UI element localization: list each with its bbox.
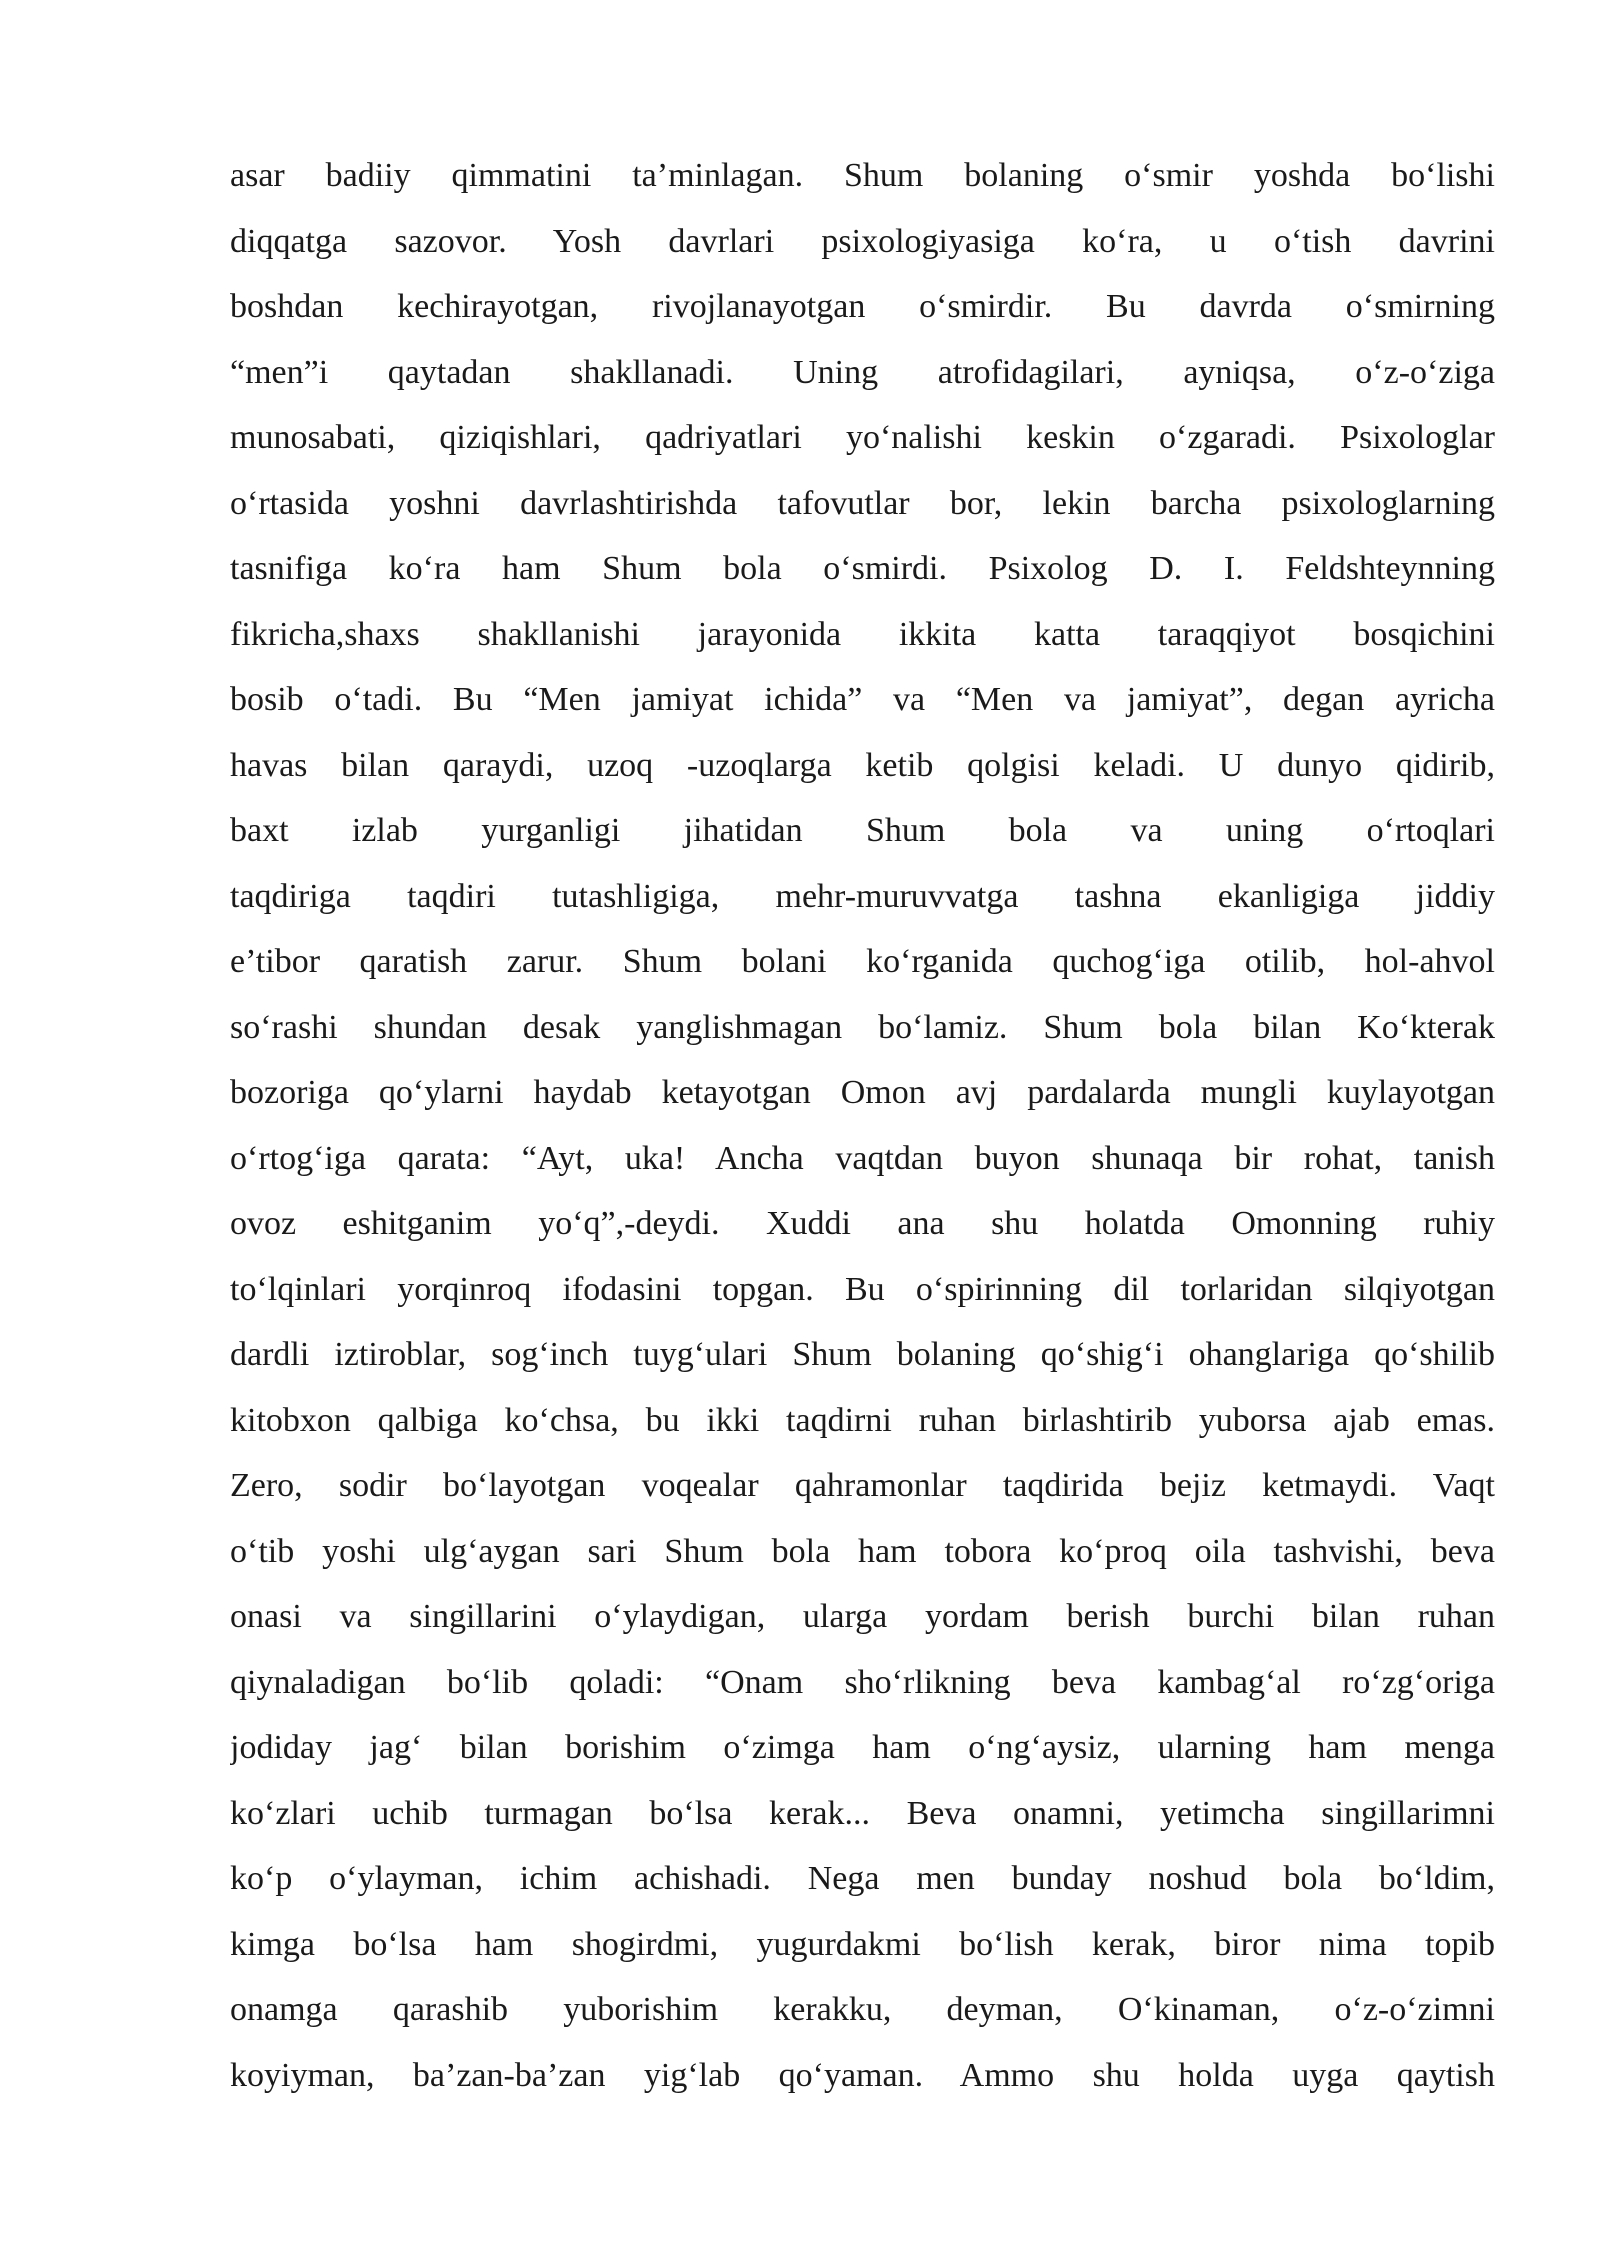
text-line: asar badiiy qimmatini ta’minlagan. Shum bolaning o‘smir yoshda bo‘lishi <box>230 157 1495 194</box>
text-line: to‘lqinlari yorqinroq ifodasini topgan. Bu o‘spirinning dil torlaridan silqiyotgan <box>230 1270 1495 1308</box>
text-line: munosabati, qiziqishlari, qadriyatlari yo‘nalishi keskin o‘zgaradi. Psixologlar <box>230 419 1495 456</box>
text-line: jodiday jag‘ bilan borishim o‘zimga ham o‘ng‘aysiz, ularning ham menga <box>230 1729 1495 1766</box>
text-line: onamga qarashib yuborishim kerakku, deyman, O‘kinaman, o‘z-o‘zimni <box>230 1991 1495 2028</box>
text-line: ko‘zlari uchib turmagan bo‘lsa kerak... Beva onamni, yetimcha singillarimni <box>230 1794 1495 1832</box>
text-line: onasi va singillarini o‘ylaydigan, ularga yordam berish burchi bilan ruhan <box>230 1598 1495 1635</box>
text-line: Zero, sodir bo‘layotgan voqealar qahramonlar taqdirida bejiz ketmaydi. Vaqt <box>230 1467 1495 1504</box>
text-line: tasnifiga ko‘ra ham Shum bola o‘smirdi. Psixolog D. I. Feldshteynning <box>230 550 1495 587</box>
text-line: bozoriga qo‘ylarni haydab ketayotgan Omon avj pardalarda mungli kuylayotgan <box>230 1074 1495 1111</box>
text-line: dardli iztiroblar, sog‘inch tuyg‘ulari Shum bolaning qo‘shig‘i ohanglariga qo‘shilib <box>230 1336 1495 1373</box>
text-line: diqqatga sazovor. Yosh davrlari psixologiyasiga ko‘ra, u o‘tish davrini <box>230 222 1495 260</box>
text-line: boshdan kechirayotgan, rivojlanayotgan o‘smirdir. Bu davrda o‘smirning <box>230 288 1495 325</box>
text-line: havas bilan qaraydi, uzoq -uzoqlarga ketib qolgisi keladi. U dunyo qidirib, <box>230 746 1495 784</box>
text-line: ko‘p o‘ylayman, ichim achishadi. Nega men bunday noshud bola bo‘ldim, <box>230 1860 1495 1897</box>
text-line: fikricha,shaxs shakllanishi jarayonida ikkita katta taraqqiyot bosqichini <box>230 615 1495 653</box>
text-line: qiynaladigan bo‘lib qoladi: “Onam sho‘rlikning beva kambag‘al ro‘zg‘origa <box>230 1663 1495 1701</box>
body-text <box>230 150 1495 2115</box>
text-line: kimga bo‘lsa ham shogirdmi, yugurdakmi bo‘lish kerak, biror nima topib <box>230 1925 1495 1963</box>
text-line: so‘rashi shundan desak yanglishmagan bo‘lamiz. Shum bola bilan Ko‘kterak <box>230 1008 1495 1046</box>
text-line: kitobxon qalbiga ko‘chsa, bu ikki taqdirni ruhan birlashtirib yuborsa ajab emas. <box>230 1401 1495 1439</box>
text-line: “men”i qaytadan shakllanadi. Uning atrofidagilari, ayniqsa, o‘z-o‘ziga <box>230 353 1495 391</box>
text-line: ovoz eshitganim yo‘q”,-deydi. Xuddi ana shu holatda Omonning ruhiy <box>230 1205 1495 1242</box>
text-line: koyiyman, ba’zan-ba’zan yig‘lab qo‘yaman. Ammo shu holda uyga qaytish <box>230 2056 1495 2094</box>
text-line: e’tibor qaratish zarur. Shum bolani ko‘rganida quchog‘iga otilib, hol-ahvol <box>230 943 1495 980</box>
text-line: o‘rtasida yoshni davrlashtirishda tafovutlar bor, lekin barcha psixologlarning <box>230 484 1495 522</box>
text-line: o‘rtog‘iga qarata: “Ayt, uka! Ancha vaqtdan buyon shunaqa bir rohat, tanish <box>230 1139 1495 1177</box>
text-line: o‘tib yoshi ulg‘aygan sari Shum bola ham tobora ko‘proq oila tashvishi, beva <box>230 1532 1495 1570</box>
text-line: baxt izlab yurganligi jihatidan Shum bola va uning o‘rtoqlari <box>230 812 1495 849</box>
text-line: taqdiriga taqdiri tutashligiga, mehr-muruvvatga tashna ekanligiga jiddiy <box>230 877 1495 915</box>
text-line: bosib o‘tadi. Bu “Men jamiyat ichida” va “Men va jamiyat”, degan ayricha <box>230 681 1495 718</box>
